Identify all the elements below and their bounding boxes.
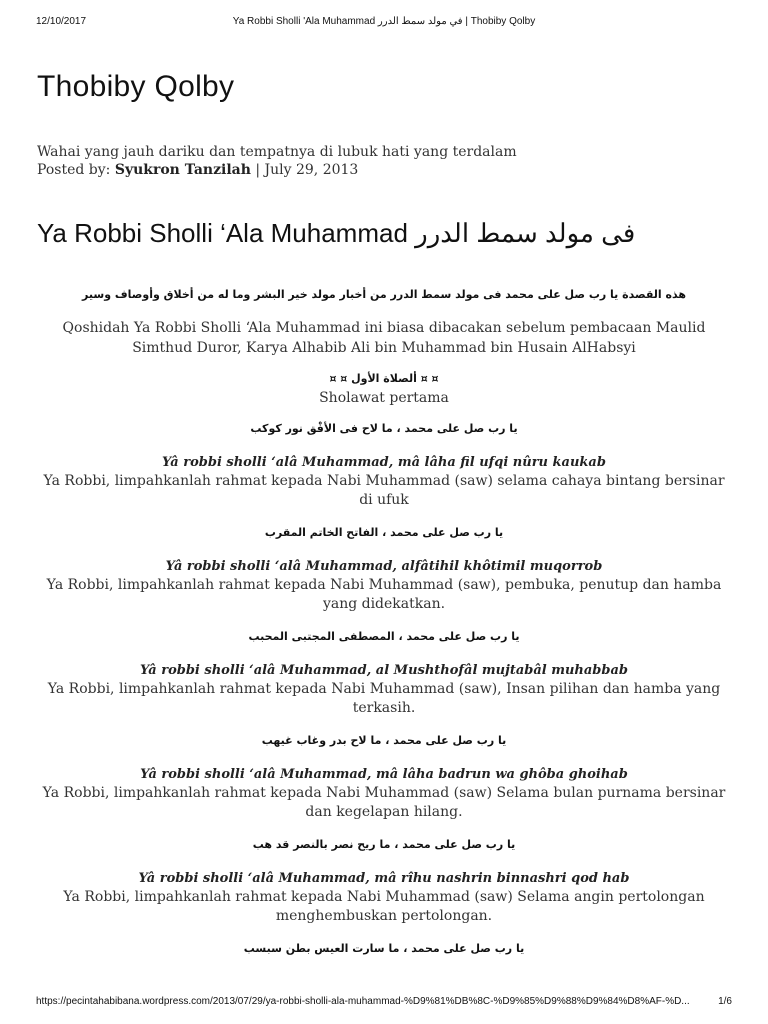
verse-translation: Ya Robbi, limpahkanlah rahmat kepada Nabi Muhammad (saw) Selama bulan purnama bersinar dan kegelapan hilang. [42, 785, 726, 820]
verse [36, 940, 732, 958]
intro-text: Qoshidah Ya Robbi Sholli ‘Ala Muhammad ini biasa dibacakan sebelum pembacaan Maulid Simthud Duror, Karya Alhabib Ali bin Muhammad bin Husain AlHabsyi [62, 320, 706, 356]
verse-translation: Ya Robbi, limpahkanlah rahmat kepada Nabi Muhammad (saw), pembuka, penutup dan hamba yang didekatkan. [46, 577, 722, 612]
arabic-intro: هذه القصدة يا رب صل على محمد فى مولد سمط الدرر من أخبار مولد خير البشر وما له من أخلاق وأوصاف وسير [82, 288, 686, 301]
verse-arabic: يا رب صل على محمد ، ما لاح فى الأفْق نور كوكب [250, 422, 518, 435]
verse-latin: Yâ robbi sholli ‘alâ Muhammad, mâ rîhu nashrin binnashri qod hab [138, 871, 630, 886]
verse [36, 732, 732, 822]
meta-separator: | [255, 162, 261, 178]
verse-arabic: يا رب صل على محمد ، المصطفى المجتبى المحبب [248, 630, 520, 643]
verse [36, 628, 732, 718]
print-date: 12/10/2017 [36, 16, 87, 27]
verse-arabic: يا رب صل على محمد ، ما ريح نصر بالنصر قد هب [252, 838, 516, 851]
verse-arabic: يا رب صل على محمد ، الفاتح الخاتم المقرب [264, 526, 504, 539]
print-header [0, 16, 768, 30]
section-arabic: ¤ ¤ ألصلاة الأول ¤ ¤ [329, 372, 439, 385]
posted-by-label: Posted by: [37, 162, 111, 178]
verse-translation: Ya Robbi, limpahkanlah rahmat kepada Nabi Muhammad (saw) selama cahaya bintang bersinar di ufuk [43, 473, 725, 508]
print-page-title: Ya Robbi Sholli 'Ala Muhammad في مولد سمط الدرر | Thobiby Qolby [232, 16, 536, 27]
site-title[interactable]: Thobiby Qolby [37, 70, 235, 103]
verse [36, 836, 732, 926]
site-tagline: Wahai yang jauh dariku dan tempatnya di lubuk hati yang terdalam [37, 144, 517, 160]
verse-latin: Yâ robbi sholli ‘alâ Muhammad, mâ lâha badrun wa ghôba ghoihab [140, 767, 628, 782]
verse-arabic: يا رب صل على محمد ، ما سارت العيس بطن سبسب [243, 942, 525, 955]
verse-translation: Ya Robbi, limpahkanlah rahmat kepada Nabi Muhammad (saw), Insan pilihan dan hamba yang terkasih. [47, 681, 721, 716]
post-meta [37, 162, 358, 178]
verse-arabic: يا رب صل على محمد ، ما لاح بدر وغاب غيهب [261, 734, 507, 747]
section-label: Sholawat pertama [319, 390, 449, 406]
post-content [36, 286, 732, 958]
post-author[interactable]: Syukron Tanzilah [114, 162, 251, 178]
post-date: July 29, 2013 [264, 162, 359, 178]
print-footer [0, 996, 768, 1010]
verse [36, 420, 732, 510]
post-title: Ya Robbi Sholli ‘Ala Muhammad فى مولد سمط الدرر [37, 218, 636, 248]
print-page-number: 1/6 [718, 996, 732, 1007]
verse-latin: Yâ robbi sholli ‘alâ Muhammad, alfâtihil khôtimil muqorrob [165, 559, 603, 574]
verse-latin: Yâ robbi sholli ‘alâ Muhammad, al Mushthofâl mujtabâl muhabbab [140, 663, 628, 678]
verse [36, 524, 732, 614]
verse-latin: Yâ robbi sholli ‘alâ Muhammad, mâ lâha fil ufqi nûru kaukab [162, 455, 606, 470]
print-url[interactable]: https://pecintahabibana.wordpress.com/2013/07/29/ya-robbi-sholli-ala-muhammad-%D9%81%DB%8C-%D9%85%D9%88%D9%84%D8%AF-%D... [36, 996, 690, 1007]
verse-translation: Ya Robbi, limpahkanlah rahmat kepada Nabi Muhammad (saw) Selama angin pertolongan menghembuskan pertolongan. [63, 889, 705, 924]
